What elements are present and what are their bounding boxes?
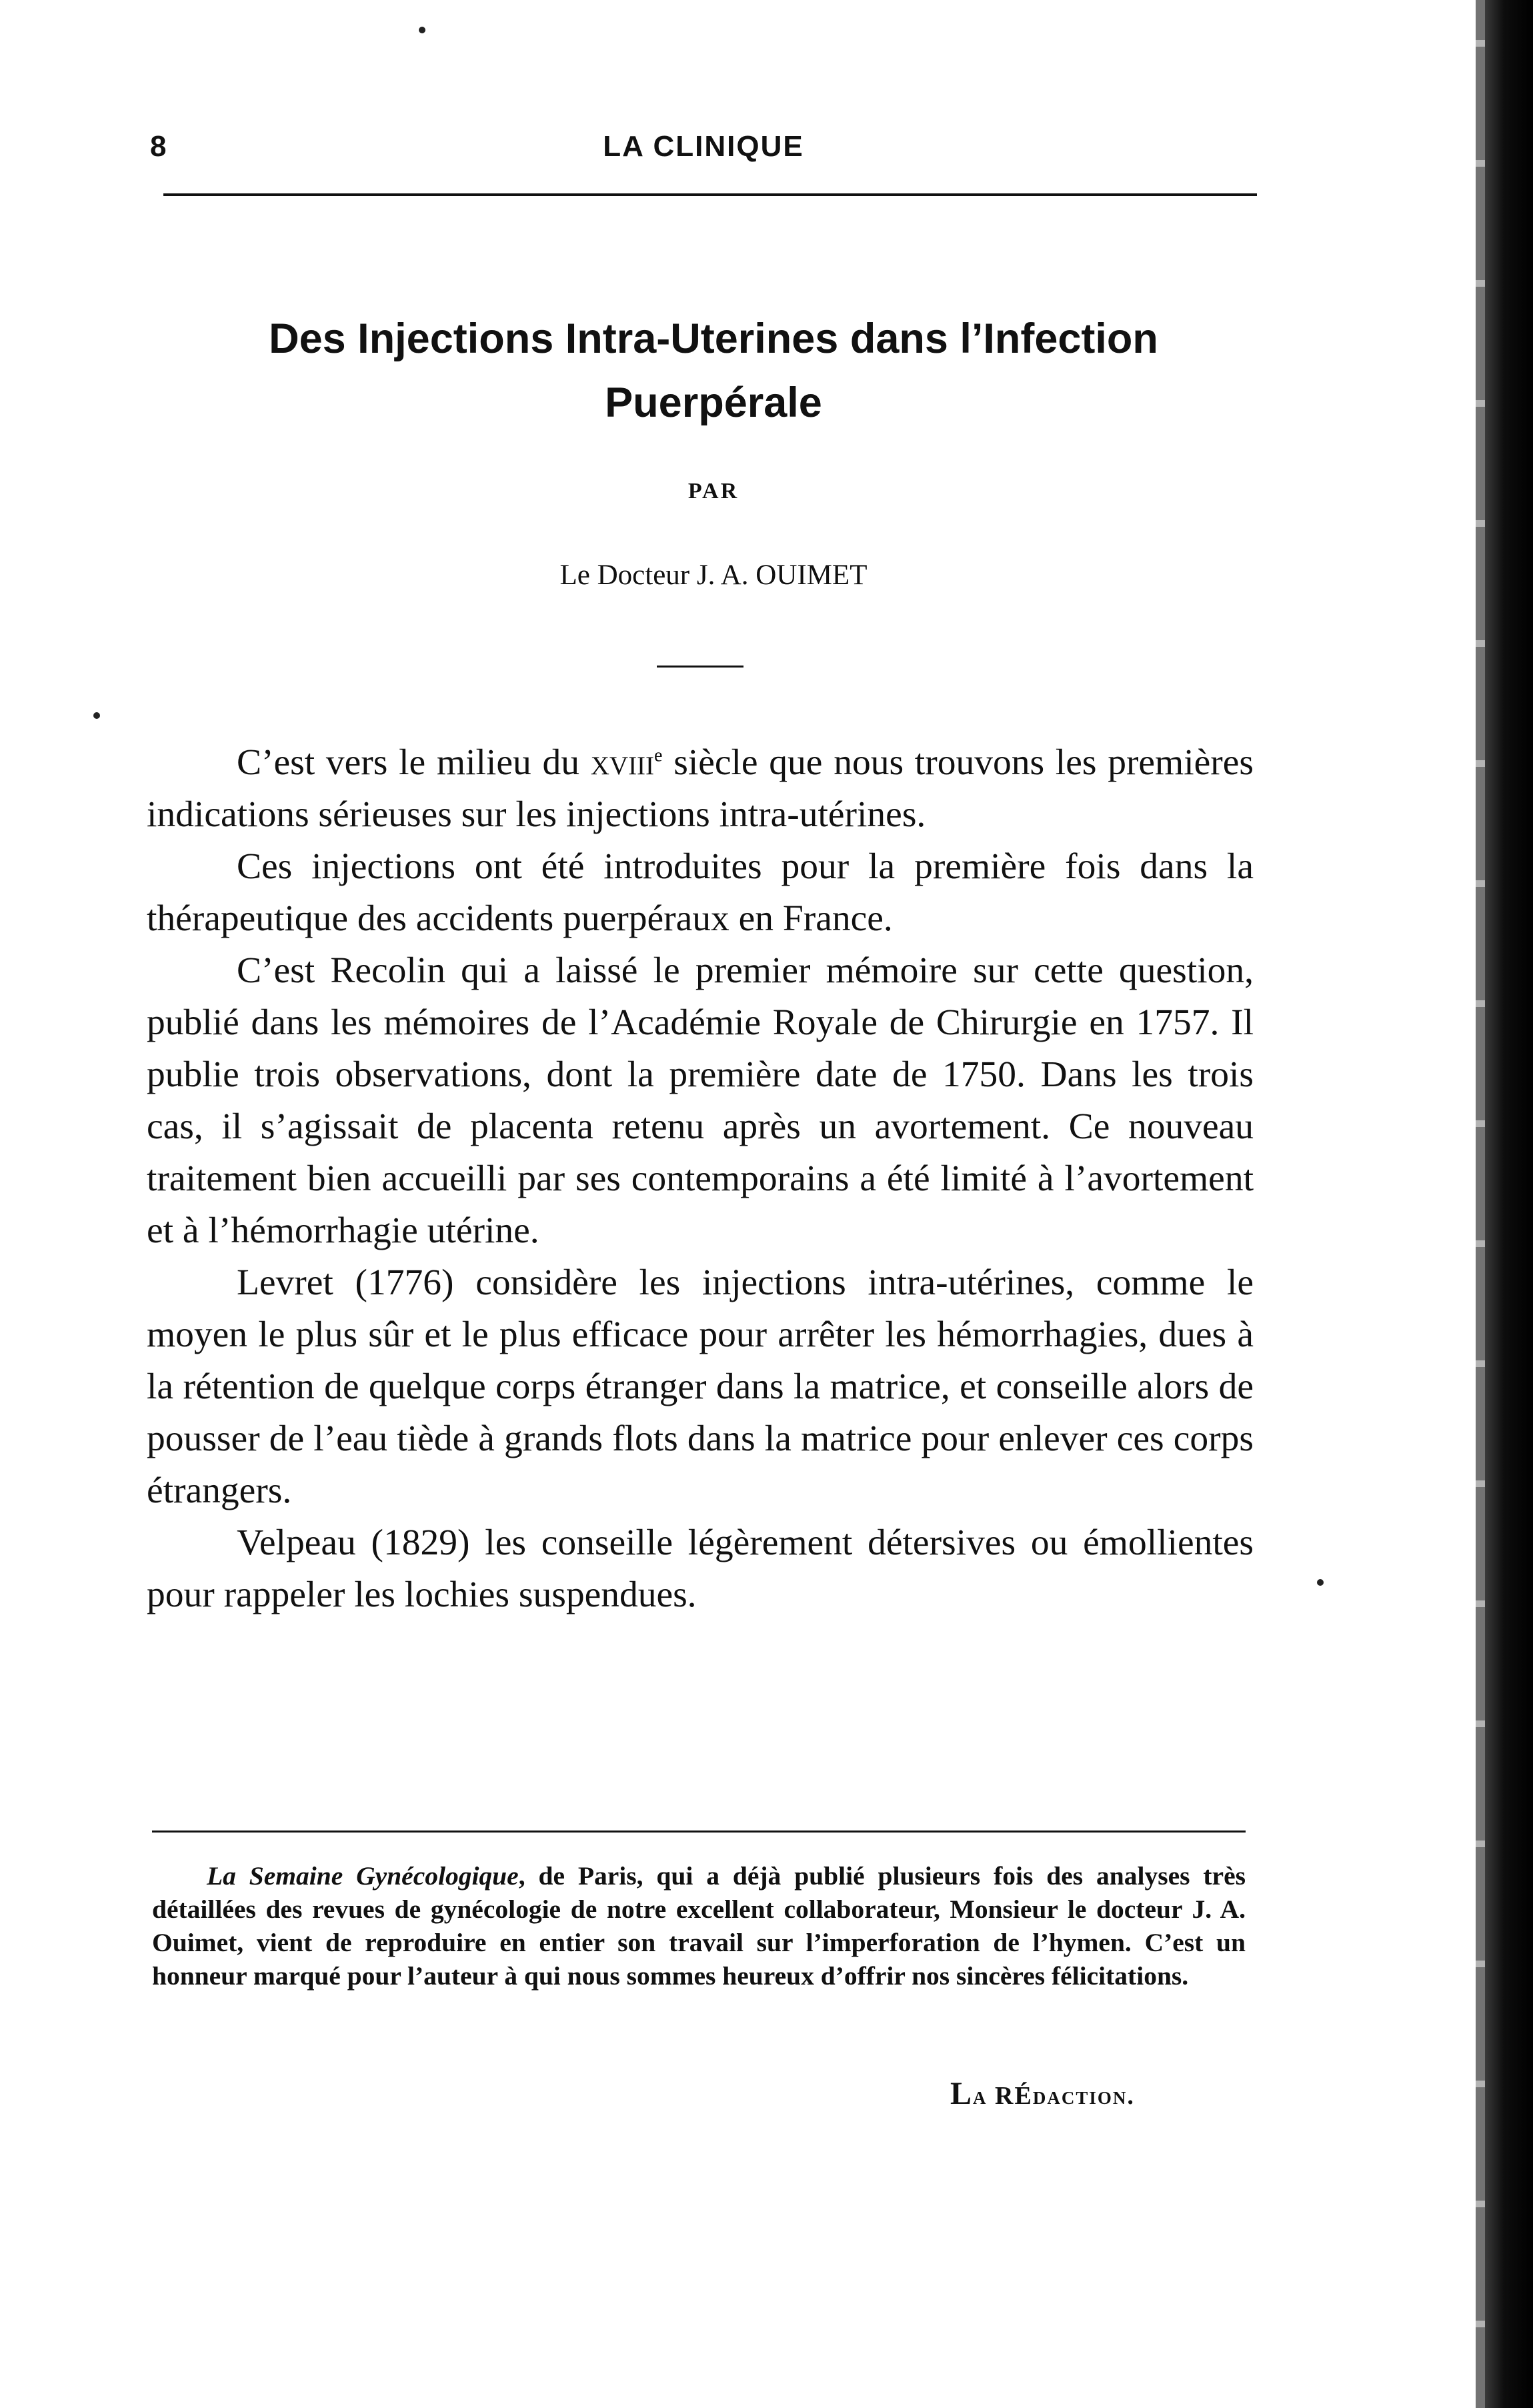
footnote [152,1859,1246,1993]
print-speck [419,27,425,33]
print-speck [93,712,100,719]
article-title-line-1: Des Injections Intra-Uterines dans l’Infection [269,315,1158,362]
paragraph-4: Levret (1776) considère les injections intra-utérines, comme le moyen le plus sûr et le plus efficace pour arrêter les hémorrhagies, dues à la rétention de quelque corps étranger dans la matrice, et conseille alors de pousser de l’eau tiède à grands flots dans la matrice pour enlever ces corps étrangers. [147,1262,1254,1511]
header-rule [163,193,1257,196]
paragraph-2: Ces injections ont été introduites pour la première fois dans la thérapeutique des accidents puerpéraux en France. [147,846,1254,939]
footnote-rule [152,1831,1246,1833]
title-separator-rule [657,666,743,668]
page-header [150,130,1257,177]
paragraph-3: C’est Recolin qui a laissé le premier mémoire sur cette question, publié dans les mémoires de l’Académie Royale de Chirurgie en 1757. Il publie trois observations, dont la première date de 1750. Dans les trois cas, il s’agissait de placenta retenu après un avortement. Ce nouveau traitement bien accueilli par ses contemporains a été limité à l’avortement et à l’hémorrhagie utérine. [147,950,1254,1251]
print-speck [1317,1579,1324,1586]
article-title [147,307,1280,435]
page-number: 8 [150,130,167,163]
footnote-source: La Semaine Gynécologique [207,1861,519,1891]
running-head: LA CLINIQUE [603,130,804,163]
article-title-line-2: Puerpérale [605,379,822,426]
byline-author: Le Docteur J. A. OUIMET [559,559,868,591]
century-numeral: xviii [590,742,655,783]
paragraph-1: C’est vers le milieu du xviii$^e$ siècle que nous trouvons les premières indications sérieuses sur les injections intra-utérines. [147,742,1254,835]
footnote-signature: La RÉdaction. [950,2076,1135,2111]
article-body [147,737,1254,1621]
footnote-text: La Semaine Gynécologique, de Paris, qui a déjà publié plusieurs fois des analyses très détaillées des revues de gynécologie de notre excellent collaborateur, Monsieur le docteur J. A. Ouimet, vient de reproduire en entier son travail sur l’imperforation de l’hymen. C’est un honneur marqué pour l’auteur à qui nous sommes heureux d’offrir nos sincères félicitations. [152,1861,1246,1991]
paragraph-5: Velpeau (1829) les conseille légèrement détersives ou émollientes pour rappeler les lochies suspendues. [147,1522,1254,1615]
book-binding-edge [1485,0,1533,2408]
byline-par: PAR [687,479,739,503]
